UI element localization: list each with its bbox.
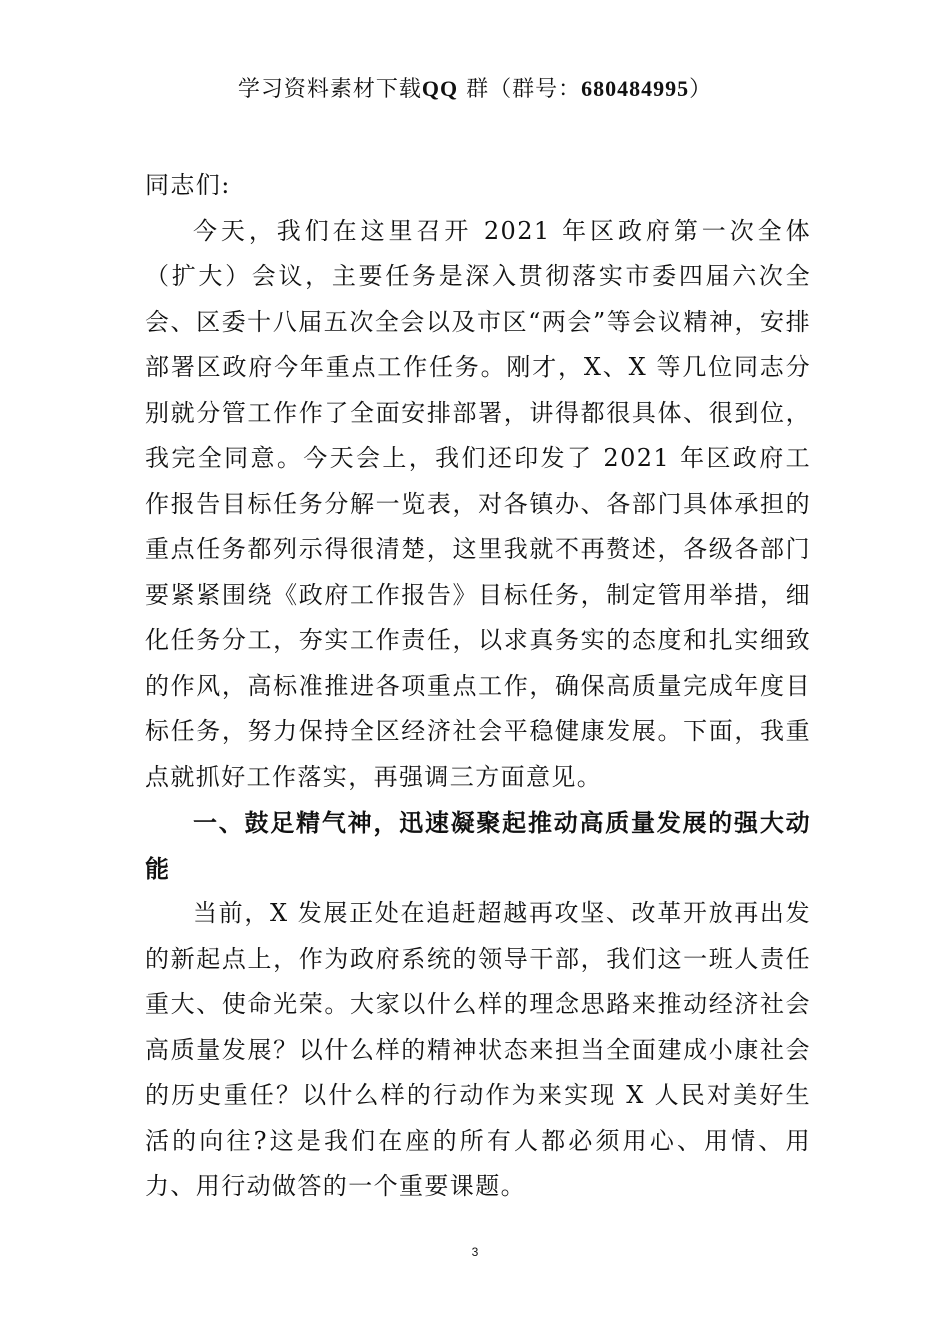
paragraph-section-1: 当前，X 发展正处在追赶超越再攻坚、改革开放再出发的新起点上，作为政府系统的领导干部，我们这一班人责任重大、使命光荣。大家以什么样的理念思路来推动经济社会高质量发展？以什么样的精神状态来担当全面建成小康社会的历史重任？以什么样的行动作为来实现 X 人民对美好生活的向往?这是我们在座的所有人都必须用心、用情、用力、用行动做答的一个重要课题。 bbox=[145, 899, 811, 1200]
header-qq: QQ bbox=[421, 76, 459, 101]
salutation: 同志们: bbox=[145, 171, 231, 199]
header-prefix: 学习资料素材下载 bbox=[237, 77, 422, 102]
page-header bbox=[0, 72, 950, 107]
header-group: 群（群号： bbox=[458, 77, 582, 102]
header-suffix: ） bbox=[689, 77, 713, 102]
section-heading-1: 一、鼓足精气神，迅速凝聚起推动高质量发展的强大动能 bbox=[145, 808, 811, 883]
page-number: 3 bbox=[471, 1245, 479, 1259]
paragraph-opening: 今天，我们在这里召开 2021 年区政府第一次全体（扩大）会议，主要任务是深入贯彻落实市委四届六次全会、区委十八届五次全会以及市区“两会”等会议精神，安排部署区政府今年重点工作任务。刚才，X、X 等几位同志分别就分管工作作了全面安排部署，讲得都很具体、很到位，我完全同意。今天会上，我们还印发了 2021 年区政府工作报告目标任务分解一览表，对各镇办、各部门具体承担的重点任务都列示得很清楚，这里我就不再赘述，各级各部门要紧紧围绕《政府工作报告》目标任务，制定管用举措，细化任务分工，夯实工作责任，以求真务实的态度和扎实细致的作风，高标准推进各项重点工作，确保高质量完成年度目标任务，努力保持全区经济社会平稳健康发展。下面，我重点就抓好工作落实，再强调三方面意见。 bbox=[145, 216, 811, 791]
document-body bbox=[145, 163, 811, 1210]
header-group-number: 680484995 bbox=[581, 76, 690, 101]
